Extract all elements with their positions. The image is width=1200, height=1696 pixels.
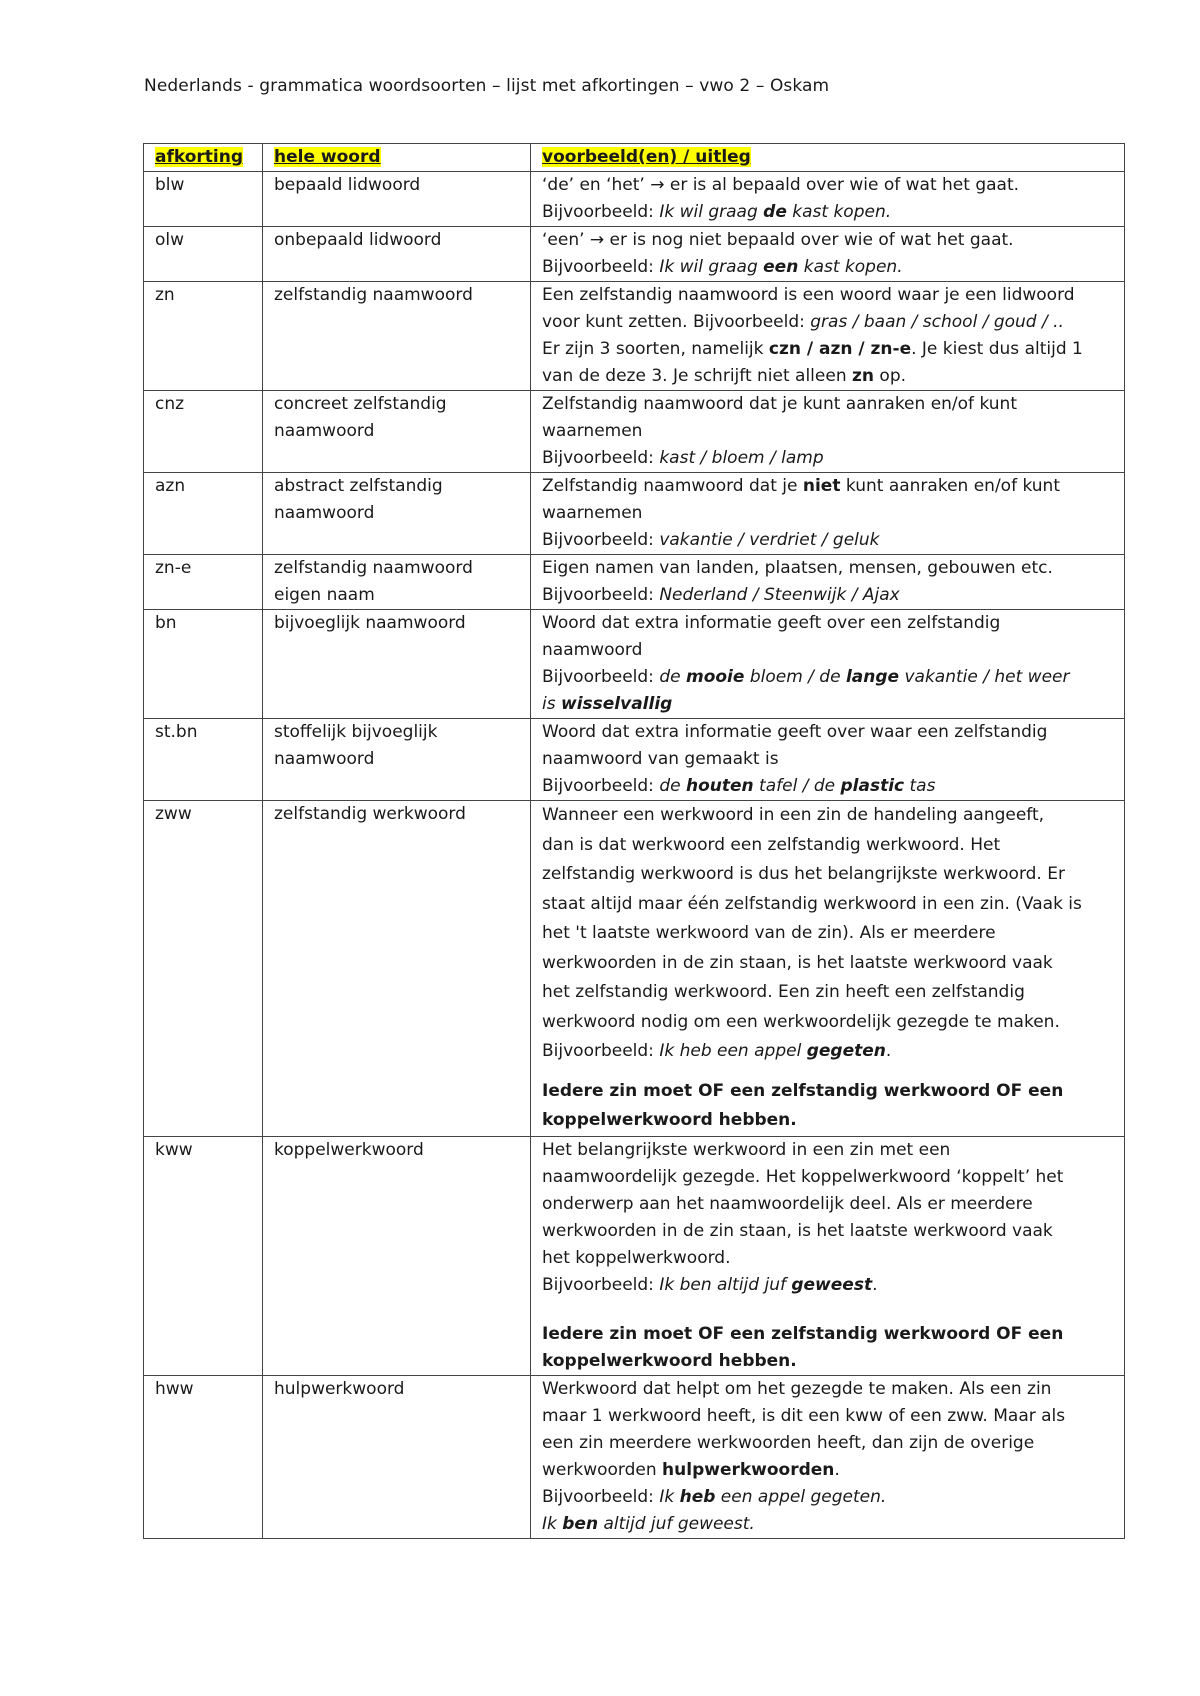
cell-abbr: kww xyxy=(144,1136,263,1375)
cell-abbr: cnz xyxy=(144,391,263,473)
cell-example: Wanneer een werkwoord in een zin de handeling aangeeft, dan is dat werkwoord een zelfstandig werkwoord. Het zelfstandig werkwoord is dus het belangrijkste werkwoord. Er staat altijd maar één zelfstandig werkwoord in een zin. (Vaak is het 't laatste werkwoord van de zin). Als er meerdere werkwoorden in de zin staan, is het laatste werkwoord vaak het zelfstandig werkwoord. Een zin heeft een zelfstandig werkwoord nodig om een werkwoordelijk gezegde te maken. Bijvoorbeeld: Ik heb een appel gegeten. Iedere zin moet OF een zelfstandig werkwoord OF een koppelwerkwoord hebben. xyxy=(531,801,1125,1137)
cell-example: Werkwoord dat helpt om het gezegde te maken. Als een zin maar 1 werkwoord heeft, is dit een kww of een zww. Maar als een zin meerdere werkwoorden heeft, dan zijn de overige werkwoorden hulpwerkwoorden. Bijvoorbeeld: Ik heb een appel gegeten. Ik ben altijd juf geweest. xyxy=(531,1375,1125,1538)
cell-abbr: bn xyxy=(144,610,263,719)
cell-abbr: blw xyxy=(144,172,263,227)
cell-word: bepaald lidwoord xyxy=(263,172,531,227)
cell-example: Woord dat extra informatie geeft over een zelfstandig naamwoord Bijvoorbeeld: de mooie bloem / de lange vakantie / het weer is wisselvallig xyxy=(531,610,1125,719)
cell-example: Het belangrijkste werkwoord in een zin met een naamwoordelijk gezegde. Het koppelwerkwoord ‘koppelt’ het onderwerp aan het naamwoordelijk deel. Als er meerdere werkwoorden in de zin staan, is het laatste werkwoord vaak het koppelwerkwoord. Bijvoorbeeld: Ik ben altijd juf geweest. Iedere zin moet OF een zelfstandig werkwoord OF een koppelwerkwoord hebben. xyxy=(531,1136,1125,1375)
table-row xyxy=(144,473,1125,555)
header-word: hele woord xyxy=(263,144,531,172)
table-row xyxy=(144,1375,1125,1538)
cell-example: Eigen namen van landen, plaatsen, mensen, gebouwen etc. Bijvoorbeeld: Nederland / Steenwijk / Ajax xyxy=(531,555,1125,610)
cell-example: Een zelfstandig naamwoord is een woord waar je een lidwoord voor kunt zetten. Bijvoorbeeld: gras / baan / school / goud / .. Er zijn 3 soorten, namelijk czn / azn / zn-e. Je kiest dus altijd 1 van de deze 3. Je schrijft niet alleen zn op. xyxy=(531,282,1125,391)
cell-word: abstract zelfstandig naamwoord xyxy=(263,473,531,555)
table-header-row xyxy=(144,144,1125,172)
cell-abbr: zn xyxy=(144,282,263,391)
table-row xyxy=(144,391,1125,473)
cell-word: zelfstandig naamwoord xyxy=(263,282,531,391)
cell-example: Zelfstandig naamwoord dat je kunt aanraken en/of kunt waarnemen Bijvoorbeeld: kast / bloem / lamp xyxy=(531,391,1125,473)
table-row xyxy=(144,610,1125,719)
header-example: voorbeeld(en) / uitleg xyxy=(531,144,1125,172)
cell-example: ‘de’ en ‘het’ → er is al bepaald over wie of wat het gaat. Bijvoorbeeld: Ik wil graag de kast kopen. xyxy=(531,172,1125,227)
cell-abbr: olw xyxy=(144,227,263,282)
page-title: Nederlands - grammatica woordsoorten – lijst met afkortingen – vwo 2 – Oskam xyxy=(144,76,830,96)
cell-abbr: hww xyxy=(144,1375,263,1538)
cell-abbr: zn-e xyxy=(144,555,263,610)
cell-word: concreet zelfstandig naamwoord xyxy=(263,391,531,473)
cell-word: onbepaald lidwoord xyxy=(263,227,531,282)
cell-example: Woord dat extra informatie geeft over waar een zelfstandig naamwoord van gemaakt is Bijvoorbeeld: de houten tafel / de plastic tas xyxy=(531,719,1125,801)
cell-word: bijvoeglijk naamwoord xyxy=(263,610,531,719)
table-row xyxy=(144,719,1125,801)
cell-example: ‘een’ → er is nog niet bepaald over wie of wat het gaat. Bijvoorbeeld: Ik wil graag een kast kopen. xyxy=(531,227,1125,282)
header-abbr: afkorting xyxy=(144,144,263,172)
cell-example: Zelfstandig naamwoord dat je niet kunt aanraken en/of kunt waarnemen Bijvoorbeeld: vakantie / verdriet / geluk xyxy=(531,473,1125,555)
cell-abbr: zww xyxy=(144,801,263,1137)
cell-word: hulpwerkwoord xyxy=(263,1375,531,1538)
cell-word: zelfstandig naamwoord eigen naam xyxy=(263,555,531,610)
cell-word: stoffelijk bijvoeglijk naamwoord xyxy=(263,719,531,801)
cell-abbr: st.bn xyxy=(144,719,263,801)
cell-abbr: azn xyxy=(144,473,263,555)
table-row xyxy=(144,1136,1125,1375)
cell-word: zelfstandig werkwoord xyxy=(263,801,531,1137)
table-row xyxy=(144,801,1125,1137)
table-row xyxy=(144,172,1125,227)
abbreviation-table xyxy=(143,143,1125,1539)
table-row xyxy=(144,555,1125,610)
cell-word: koppelwerkwoord xyxy=(263,1136,531,1375)
table-row xyxy=(144,227,1125,282)
table-row xyxy=(144,282,1125,391)
